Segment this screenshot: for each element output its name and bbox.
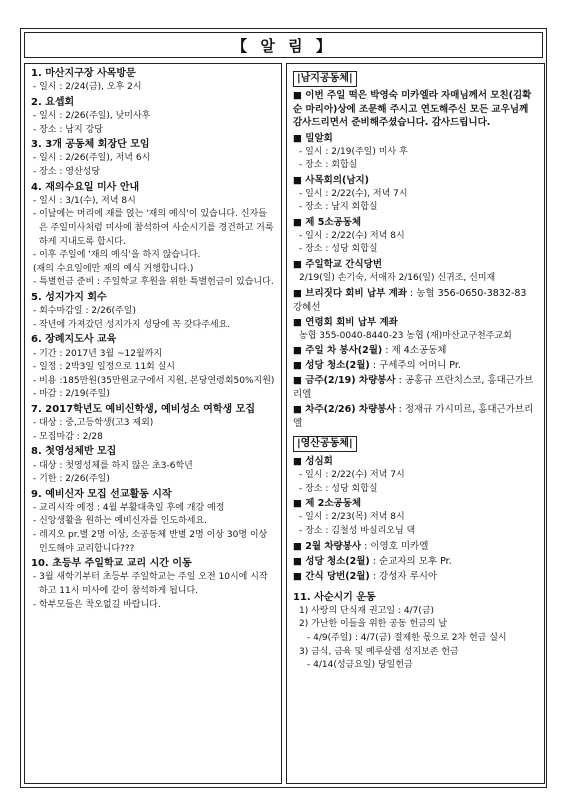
flower-label: ■ 주일 차 봉사(2월) — [293, 345, 383, 357]
gong5-heading: ■ 제 5소공동체 — [293, 216, 362, 228]
brigid-fee-label: ■ 브리짓다 회비 납부 계좌 — [293, 287, 407, 299]
sungsim-item: - 장소 : 성당 회합실 — [299, 483, 378, 494]
section-item: - 이날에는 머리에 재를 얹는 '재의 예식'이 있습니다. 신자들은 주일미사처럼 미사에 참석하여 사순시기를 경건하고 거룩하게 지내도록 합시다. — [33, 209, 274, 247]
section-10 — [31, 557, 275, 612]
snack2-label: ■ 간식 당번(2월) — [293, 570, 370, 582]
snack-heading: ■ 주일학교 간식당번 — [293, 259, 383, 271]
clean2-line — [293, 555, 538, 569]
section-item: - 비용 :185만원(35만원교구에서 지원, 본당연령회50%지원) — [33, 375, 275, 386]
gong5-item: - 장소 : 성당 회합실 — [299, 244, 378, 255]
this-week-car-label: ■ 금주(2/19) 차량봉사 — [293, 375, 396, 387]
section-item: - 회수마감일 : 2/26(주일) — [33, 306, 136, 317]
clean2-value: : 순교자의 모후 Pr. — [369, 555, 452, 567]
clean-label: ■ 성당 청소(2월) — [293, 360, 370, 372]
section-heading: 10. 초등부 주일학교 교리 시간 이동 — [31, 558, 192, 570]
section-6 — [31, 333, 275, 402]
section-item: - 기한 : 2/26(주일) — [33, 474, 110, 485]
section-item: - 일시 : 2/26(주일), 저녁 6시 — [33, 153, 151, 164]
section-2 — [31, 96, 275, 137]
lent-item: - 4/14(성금요일) 당일헌금 — [307, 660, 413, 671]
left-column — [24, 63, 282, 784]
milal-heading: ■ 밀알회 — [293, 132, 333, 144]
lent-item: 2) 가난한 이들을 위한 공동 헌금의 날 — [299, 619, 448, 630]
section-heading: 2. 요셉회 — [31, 96, 75, 108]
section-4 — [31, 181, 275, 290]
flower-value: : 제 4소공동체 — [382, 345, 447, 357]
section-item: - 교리시작 예정 : 4월 부활대축일 후에 개강 예정 — [33, 502, 225, 513]
snack2-value: : 강성자 루시아 — [369, 570, 438, 582]
lent-heading: 11. 사순시기 운동 — [293, 591, 376, 603]
section-heading: 3. 3개 공동체 회장단 모임 — [31, 139, 150, 151]
next-week-car-label: ■ 차주(2/26) 차량봉사 — [293, 404, 396, 416]
notice-title: 【 알 림 】 — [232, 36, 335, 55]
section-item: - 일정 : 2박3일 일정으로 11회 실시 — [33, 362, 175, 373]
section-item: - 마감 : 2/19(주일) — [33, 389, 110, 400]
gong2-item: - 일시 : 2/23(목) 저녁 8시 — [299, 512, 405, 523]
section-item: - 모집마감 : 2/28 — [33, 431, 103, 442]
brigid-fee-line — [293, 287, 538, 315]
section-item: - 이후 주일에 '재의 예식'을 하지 않습니다. — [33, 250, 201, 261]
spacer — [293, 584, 538, 590]
snack2-line — [293, 570, 538, 584]
this-week-car-value: : 공홍규 프란치스코, 홍대근가브리엘 — [293, 375, 534, 401]
next-week-car-line — [293, 403, 538, 431]
yeonryeong-heading: ■ 연령회 회비 납부 계좌 — [293, 316, 398, 328]
section-heading: 5. 성지가지 회수 — [31, 291, 107, 303]
section-heading: 1. 마산지구장 사목방문 — [31, 68, 136, 79]
section-item: - 특별헌금 준비 : 주일학교 후원을 위한 특별헌금이 있습니다. — [33, 277, 274, 288]
section-7 — [31, 403, 275, 444]
section-heading: 8. 첫영성체반 모집 — [31, 446, 117, 458]
samok-item: - 일시 : 2/22(수), 저녁 7시 — [299, 188, 408, 199]
car2-label: ■ 2월 차량봉사 — [293, 540, 362, 552]
section-heading: 9. 예비신자 모집 선교활동 시작 — [31, 488, 172, 500]
section-item: - 대상 : 첫영성체를 하지 않은 초3-6학년 — [33, 460, 193, 471]
section-3 — [31, 138, 275, 179]
section-heading: 4. 재의수요일 미사 안내 — [31, 181, 140, 193]
flower-line — [293, 344, 538, 358]
snack-item: 2/19(일) 손기숙, 서애자 2/16(일) 신귀조, 신미재 — [299, 273, 496, 284]
section-item: - 작년에 가져갔던 성지가지 성당에 꼭 갖다주세요. — [33, 319, 231, 330]
right-column — [286, 63, 545, 784]
section-item: - 레지오 pr.별 2명 이상, 소공동체 반별 2명 이상 30명 이상 인도해야 교리합니다??? — [33, 530, 268, 554]
section-item: - 장소 : 남지 강당 — [33, 124, 103, 135]
notice-paragraph: ■ 이번 주일 떡은 박영숙 미카엘라 자매님께서 모친(김확순 마리아)상에 조문해 주시고 연도해주신 모든 교우님께 감사드리면서 준비해주셨습니다. 감사드립니다. — [293, 90, 532, 128]
yeongsan-community-title: |영산공동체| — [293, 436, 357, 452]
milal-item: - 일시 : 2/19(주일) 미사 후 — [299, 146, 408, 157]
section-1 — [31, 67, 275, 95]
sungsim-item: - 일시 : 2/22(수) 저녁 7시 — [299, 470, 405, 481]
clean2-label: ■ 성당 청소(2월) — [293, 555, 370, 567]
this-week-car-line — [293, 374, 538, 402]
bulletin-frame — [20, 28, 547, 788]
section-item: - 일시 : 3/1(수), 저녁 8시 — [33, 195, 136, 206]
section-item: - 학부모들은 착오없길 바랍니다. — [33, 599, 161, 610]
namji-community-title: |남지공동체| — [293, 71, 357, 87]
lent-item: - 4/9(주일) : 4/7(금) 절제한 몫으로 2차 헌금 실시 — [307, 633, 507, 644]
section-item: - 신앙생활을 원하는 예비신자를 인도하세요. — [33, 516, 208, 527]
gong2-item: - 장소 : 김철성 바실리오님 댁 — [299, 526, 416, 537]
milal-item: - 장소 : 회합실 — [299, 160, 358, 171]
section-item: - 장소 : 영산성당 — [33, 166, 101, 177]
samok-heading: ■ 사목회의(남지) — [293, 174, 370, 186]
section-9 — [31, 488, 275, 557]
sungsim-heading: ■ 성심회 — [293, 456, 333, 468]
car2-value: : 이영호 미카엘 — [361, 540, 429, 552]
brigid-fee-value: : 농협 356-0650-3832-83 강혜선 — [293, 287, 527, 313]
section-item: - 대상 : 중,고등학생(고3 제외) — [33, 418, 154, 429]
section-item: (재의 수요일에만 재의 예식 거행합니다.) — [33, 263, 194, 274]
notice-header — [24, 32, 543, 58]
section-item: - 3월 새학기부터 초등부 주일학교는 주일 오전 10시에 시작하고 11시 미사에 같이 참석하게 됩니다. — [33, 572, 268, 597]
section-heading: 7. 2017학년도 예비신학생, 예비성소 여학생 모집 — [31, 403, 256, 415]
section-heading: 6. 장례지도사 교육 — [31, 334, 117, 346]
yeonryeong-item: 농협 355-0040-8440-23 농협 (재)마산교구천주교회 — [299, 330, 512, 341]
section-item: - 기간 : 2017년 3월 ~12월까지 — [33, 348, 163, 359]
clean-value: : 구세주의 어머니 Pr. — [369, 360, 461, 372]
next-week-car-value: : 정재규 가시미르, 홍대근가브리엘 — [293, 404, 534, 430]
section-item: - 일시 : 2/24(금), 오후 2시 — [33, 82, 142, 93]
lent-item: 1) 사랑의 단식재 권고일 : 4/7(금) — [299, 605, 435, 616]
car2-line — [293, 540, 538, 554]
section-8 — [31, 445, 275, 486]
clean-line — [293, 359, 538, 373]
gong5-item: - 일시 : 2/22(수) 저녁 8시 — [299, 230, 405, 241]
gong2-heading: ■ 제 2소공동체 — [293, 498, 362, 510]
section-item: - 일시 : 2/26(주일), 낮미사후 — [33, 111, 151, 121]
lent-item: 3) 금식, 금육 및 예루살렘 성지보존 헌금 — [299, 646, 459, 657]
samok-item: - 장소 : 남지 회합실 — [299, 202, 378, 213]
section-5 — [31, 291, 275, 332]
